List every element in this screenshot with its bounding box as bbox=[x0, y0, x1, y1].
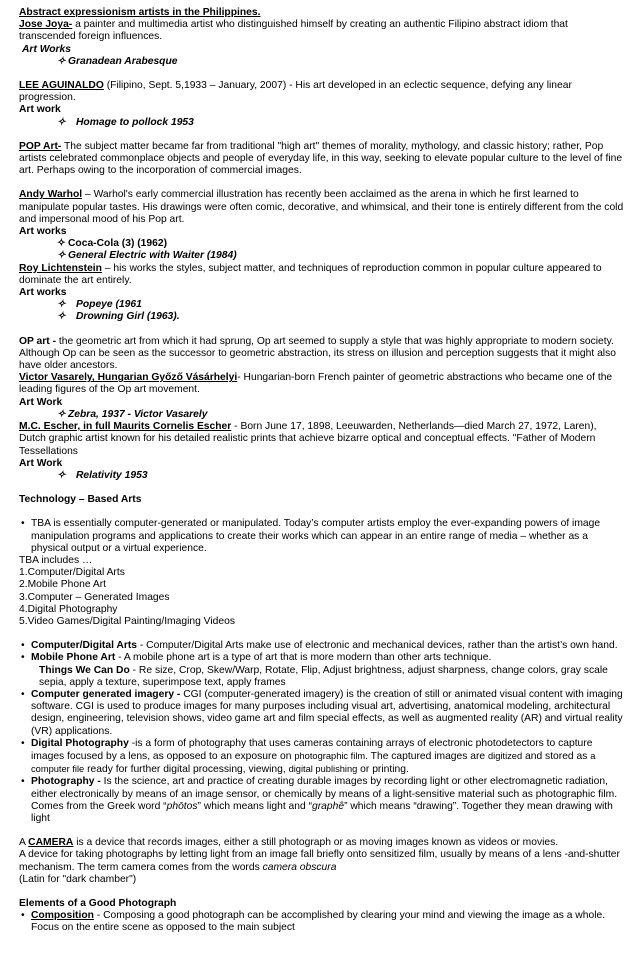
diamond-bullet-icon: ✧ bbox=[57, 250, 66, 262]
aguinaldo-text: (Filipino, Sept. 5,1933 – January, 2007) - His art developed in an eclectic sequence, defying any linear progression. bbox=[19, 80, 572, 104]
page-title: Abstract expressionism artists in the Philippines. bbox=[19, 7, 261, 18]
diamond-bullet-icon: ✧ bbox=[57, 408, 66, 420]
camera-paragraph-1: A CAMERA is a device that records images, either a still photograph or as moving images known as videos or movies. bbox=[19, 837, 559, 849]
warhol-paragraph bbox=[19, 189, 625, 226]
tech-list-item-1: 1.Computer/Digital Arts bbox=[19, 567, 125, 579]
joya-name: Jose Joya- bbox=[19, 19, 73, 31]
vasarely-works-label: Art Work bbox=[19, 396, 63, 408]
diamond-bullet-icon: ✧ bbox=[57, 116, 66, 128]
elements-heading: Elements of a Good Photograph bbox=[19, 898, 177, 909]
document-page bbox=[19, 7, 625, 935]
tech-list-item-4: 4.Digital Photography bbox=[19, 603, 118, 615]
vasarely-text: - Hungarian-born French painter of geometric abstractions who became one of the leading figures of the Op art movement. bbox=[19, 372, 613, 396]
escher-work-item: ✧ Relativity 1953 bbox=[57, 469, 148, 481]
tech-list-item-3: 3.Computer – Generated Images bbox=[19, 591, 170, 603]
opart-paragraph bbox=[19, 336, 625, 373]
joya-works-label: Art Works bbox=[22, 43, 72, 55]
popart-text: The subject matter became far from traditional "high art" themes of morality, mythology, and classic history; rather, Pop artists celebrated commonplace objects and people of everyday life, in this way, seeking to elevate popular culture to the level of fine art. Perhaps owing to the incorporation of commercial images. bbox=[19, 140, 623, 177]
tba-bullet: • TBA is essentially computer-generated or manipulated. Today’s computer artists employ the ever-expanding powers of image manipulation programs and applications to create their works which can appear in an entire range of media – whether as a physical output or a virtual experience. bbox=[21, 518, 625, 555]
warhol-work-item-1: ✧ Coca-Cola (3) (1962) bbox=[57, 238, 167, 250]
escher-name: M.C. Escher, in full Maurits Cornelis Escher bbox=[19, 421, 232, 433]
warhol-name: Andy Warhol bbox=[19, 189, 83, 201]
aguinaldo-name: LEE AGUINALDO bbox=[19, 80, 104, 92]
lichtenstein-works-label: Art works bbox=[19, 287, 67, 299]
digital-photography-bullet: • Digital Photography -is a form of photography that uses cameras containing arrays of electronic photodetectors to capture images focused by a lens, as opposed to an exposure on photographic film. The captured images are digitized and stored as a computer file ready for further digital processing, viewing, digital publishing or printing. bbox=[21, 738, 625, 777]
warhol-works-label: Art works bbox=[19, 226, 67, 238]
lichtenstein-work-item-1: ✧ Popeye (1961 bbox=[57, 299, 142, 311]
diamond-bullet-icon: ✧ bbox=[57, 469, 66, 481]
lichtenstein-work-item-2: ✧ Drowning Girl (1963). bbox=[57, 311, 180, 323]
joya-work-item: ✧ Granadean Arabesque bbox=[57, 55, 178, 67]
tech-list-item-2: 2.Mobile Phone Art bbox=[19, 579, 107, 591]
tba-includes: TBA includes … bbox=[19, 554, 93, 566]
cda-bullet: • Computer/Digital Arts - Computer/Digital Arts make use of electronic and mechanical devices, rather than the artist’s own hand. bbox=[21, 640, 625, 652]
escher-paragraph bbox=[19, 421, 625, 458]
composition-bullet: • Composition - Composing a good photograph can be accomplished by clearing your mind and viewing the image as a whole. Focus on the entire scene as opposed to the main subject bbox=[21, 910, 625, 934]
escher-text: - Born June 17, 1898, Leeuwarden, Netherlands—died March 27, 1972, Laren), Dutch graphic artist known for his detailed realistic prints that achieve bizarre optical and conceptual effects. "Father of Modern Tessellations bbox=[19, 421, 597, 457]
joya-text: a painter and multimedia artist who distinguished himself by creating an authentic Filipino abstract idiom that transcended foreign influences. bbox=[19, 19, 568, 43]
vasarely-paragraph bbox=[19, 372, 625, 396]
joya-paragraph bbox=[19, 19, 625, 43]
opart-text: the geometric art from which it had sprung, Op art seemed to supply a style that was highly appropriate to modern society. Although Op can be seen as the successor to geometric abstraction, its stress on illusion and perception suggests that it might also have older ancestors. bbox=[19, 335, 616, 372]
diamond-bullet-icon: ✧ bbox=[57, 55, 66, 67]
diamond-bullet-icon: ✧ bbox=[57, 311, 66, 323]
vasarely-work-item: ✧ Zebra, 1937 - Victor Vasarely bbox=[57, 408, 208, 420]
camera-latin: (Latin for "dark chamber") bbox=[19, 873, 137, 885]
lichtenstein-paragraph bbox=[19, 263, 625, 287]
warhol-work-item-2: ✧ General Electric with Waiter (1984) bbox=[57, 250, 237, 262]
diamond-bullet-icon: ✧ bbox=[57, 299, 66, 311]
camera-paragraph-2: A device for taking photographs by letting light from an image fall briefly onto sensitized film, usually by means of a lens -and-shutter mechanism. The term camera comes from the words camera obscura bbox=[19, 849, 620, 873]
aguinaldo-paragraph bbox=[19, 80, 625, 104]
tech-heading: Technology – Based Arts bbox=[19, 494, 142, 506]
lichtenstein-text: – his works the styles, subject matter, and techniques of reproduction common in popular culture appeared to dominate the art entirely. bbox=[19, 262, 602, 286]
tech-list-item-5: 5.Video Games/Digital Painting/Imaging Videos bbox=[19, 615, 235, 627]
diamond-bullet-icon: ✧ bbox=[57, 238, 66, 250]
escher-works-label: Art Work bbox=[19, 457, 63, 469]
photography-bullet: • Photography - Is the science, art and practice of creating durable images by recording light or other electromagnetic radiation, either electronically by means of an image sensor, or chemically by means of a light-sensitive material such as photographic film. Comes from the Greek word “phōtos” which means light and “graphê” which means “drawing”. Together they mean drawing with light bbox=[21, 776, 625, 825]
camera-term: CAMERA bbox=[28, 837, 74, 849]
aguinaldo-work-item: ✧ Homage to pollock 1953 bbox=[57, 116, 194, 128]
popart-paragraph bbox=[19, 141, 625, 178]
things-we-can-do: Things We Can Do - Re size, Crop, Skew/Warp, Rotate, Flip, Adjust brightness, adjust sharpness, change colors, gray scale sepia, apply a texture, superimpose text, apply frames bbox=[39, 664, 608, 688]
mpa-bullet: • Mobile Phone Art - A mobile phone art is a type of art that is more modern than other arts technique. bbox=[21, 652, 625, 664]
lichtenstein-name: Roy Lichtenstein bbox=[19, 262, 102, 274]
opart-name: OP art - bbox=[19, 335, 57, 347]
aguinaldo-works-label: Art work bbox=[19, 104, 61, 116]
popart-name: POP Art- bbox=[19, 140, 62, 152]
warhol-text: – Warhol's early commercial illustration has recently been acclaimed as the arena in which he first learned to manipulate popular tastes. His drawings were often comic, decorative, and whimsical, and their tone is entirely different from the cold and impersonal mood of his Pop art. bbox=[19, 189, 624, 225]
cgi-bullet: • Computer generated imagery - CGI (computer-generated imagery) is the creation of still or animated visual content with imaging software. CGI is used to produce images for many purposes including visual art, advertising, anatomical modeling, architectural design, engineering, television shows, video game art and film special effects, as well as augmented reality (AR) and virtual reality (VR) applications. bbox=[21, 689, 625, 738]
vasarely-name: Victor Vasarely, Hungarian Győző Vásárhelyi bbox=[19, 372, 238, 384]
